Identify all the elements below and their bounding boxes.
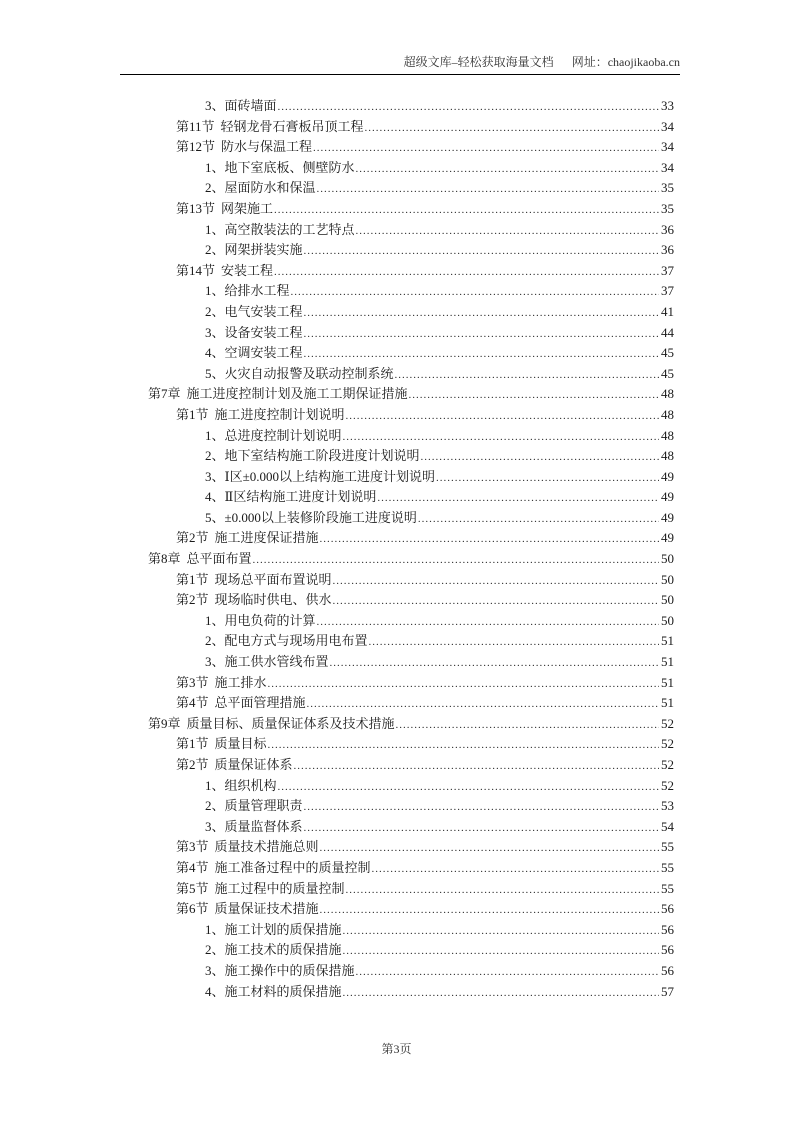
- toc-entry-title: Ⅱ区结构施工进度计划说明: [224, 489, 377, 505]
- toc-dot-leader: [304, 344, 659, 365]
- toc-dot-leader: [274, 262, 659, 283]
- toc-entry-number: 第1节: [176, 406, 209, 422]
- toc-entry-number: 第11节: [176, 118, 215, 134]
- toc-dot-leader: [320, 529, 659, 550]
- toc-entry-title: 配电方式与现场用电布置: [224, 633, 368, 649]
- toc-entry-title: 质量目标: [214, 736, 267, 752]
- toc-entry-title: 地下室结构施工阶段进度计划说明: [224, 448, 420, 464]
- toc-entry-title: 面砖墙面: [224, 98, 277, 113]
- toc-entry-number: 2、: [205, 798, 225, 814]
- toc-dot-leader: [330, 653, 659, 674]
- toc-entry-title: 施工技术的质保措施: [224, 942, 342, 958]
- toc-dot-leader: [268, 674, 659, 695]
- toc-section-entry[interactable]: [148, 570, 674, 591]
- toc-item-entry[interactable]: [148, 220, 674, 241]
- toc-entry-number: 4、: [205, 345, 225, 361]
- toc-entry-title: 屋面防水和保温: [224, 180, 316, 196]
- toc-entry-title: 质量技术措施总则: [214, 839, 319, 855]
- toc-entry-page: 50: [661, 571, 674, 587]
- toc-dot-leader: [304, 797, 659, 818]
- toc-section-entry[interactable]: [148, 199, 674, 220]
- header-brand: 超级文库–轻松获取海量文档: [403, 55, 554, 69]
- toc-entry-page: 49: [661, 509, 674, 525]
- toc-entry-page: 35: [661, 180, 674, 196]
- toc-chapter-entry[interactable]: [148, 384, 674, 405]
- toc-entry-number: 第3节: [176, 839, 209, 855]
- toc-entry-page: 50: [661, 551, 674, 567]
- toc-entry-title: 防水与保温工程: [221, 139, 313, 155]
- toc-entry-page: 57: [661, 983, 674, 999]
- toc-section-entry[interactable]: [148, 879, 674, 900]
- page-header: [120, 52, 680, 75]
- toc-dot-leader: [343, 941, 659, 962]
- toc-entry-page: 56: [661, 901, 674, 917]
- toc-entry-title: 安装工程: [221, 262, 274, 278]
- toc-entry-number: 3、: [205, 468, 225, 484]
- toc-item-entry[interactable]: [148, 817, 674, 838]
- toc-entry-page: 34: [661, 159, 674, 175]
- toc-entry-page: 56: [661, 962, 674, 978]
- toc-item-entry[interactable]: [148, 364, 674, 385]
- toc-item-entry[interactable]: [148, 508, 674, 529]
- toc-entry-page: 35: [661, 200, 674, 216]
- toc-dot-leader: [320, 838, 659, 859]
- toc-item-entry[interactable]: [148, 343, 674, 364]
- toc-entry-page: 50: [661, 612, 674, 628]
- toc-entry-page: 49: [661, 530, 674, 546]
- toc-chapter-entry[interactable]: [148, 549, 674, 570]
- toc-entry-page: 48: [661, 448, 674, 464]
- toc-item-entry[interactable]: [148, 487, 674, 508]
- toc-entry-number: 4、: [205, 489, 225, 505]
- toc-entry-title: 施工进度控制计划及施工工期保证措施: [186, 386, 408, 402]
- toc-entry-title: 施工计划的质保措施: [224, 921, 342, 937]
- toc-entry-page: 55: [661, 880, 674, 896]
- toc-entry-page: 51: [661, 674, 674, 690]
- toc-entry-number: 第4节: [176, 695, 209, 711]
- toc-dot-leader: [346, 880, 659, 901]
- toc-item-entry[interactable]: [148, 302, 674, 323]
- toc-entry-page: 56: [661, 921, 674, 937]
- toc-dot-leader: [365, 118, 659, 139]
- toc-entry-number: 第4节: [176, 859, 209, 875]
- toc-section-entry[interactable]: [148, 693, 674, 714]
- toc-entry-title: 网架拼装实施: [224, 242, 303, 258]
- toc-dot-leader: [356, 962, 659, 983]
- toc-entry-page: 53: [661, 798, 674, 814]
- toc-entry-number: 第5节: [176, 880, 209, 896]
- toc-item-entry[interactable]: [148, 467, 674, 488]
- toc-section-entry[interactable]: [148, 734, 674, 755]
- toc-section-entry[interactable]: [148, 528, 674, 549]
- toc-entry-number: 第2节: [176, 530, 209, 546]
- toc-entry-page: 55: [661, 859, 674, 875]
- toc-entry-title: 施工进度控制计划说明: [214, 406, 345, 422]
- toc-section-entry[interactable]: [148, 405, 674, 426]
- toc-dot-leader: [253, 550, 659, 571]
- toc-entry-title: 设备安装工程: [224, 324, 303, 340]
- toc-entry-page: 34: [661, 139, 674, 155]
- toc-entry-title: 施工进度保证措施: [214, 530, 319, 546]
- toc-entry-number: 第9章: [148, 715, 181, 731]
- toc-dot-leader: [409, 385, 659, 406]
- toc-entry-title: 施工操作中的质保措施: [224, 962, 355, 978]
- toc-entry-title: 总平面管理措施: [214, 695, 306, 711]
- toc-dot-leader: [372, 859, 659, 880]
- toc-item-entry[interactable]: [148, 796, 674, 817]
- toc-dot-leader: [346, 406, 659, 427]
- toc-dot-leader: [291, 282, 659, 303]
- toc-entry-title: 总平面布置: [186, 551, 252, 567]
- toc-entry-page: 51: [661, 633, 674, 649]
- toc-entry-title: 质量保证技术措施: [214, 901, 319, 917]
- toc-entry-number: 1、: [205, 777, 225, 793]
- toc-entry-title: 施工材料的质保措施: [224, 983, 342, 999]
- toc-dot-leader: [369, 632, 659, 653]
- toc-entry-title: 地下室底板、侧壁防水: [224, 159, 355, 175]
- toc-entry-title: 空调安装工程: [224, 345, 303, 361]
- toc-entry-title: 质量管理职责: [224, 798, 303, 814]
- toc-dot-leader: [343, 427, 659, 448]
- toc-item-entry[interactable]: [148, 323, 674, 344]
- toc-item-entry[interactable]: [148, 961, 674, 982]
- toc-entry-title: 质量保证体系: [214, 757, 293, 772]
- toc-entry-page: 55: [661, 839, 674, 855]
- toc-entry-page: 52: [661, 777, 674, 793]
- toc-entry-page: 45: [661, 365, 674, 381]
- toc-dot-leader: [304, 303, 659, 324]
- toc-entry-number: 第8章: [148, 551, 181, 567]
- toc-entry-page: 37: [661, 283, 674, 299]
- toc-entry-number: 第1节: [176, 736, 209, 752]
- toc-entry-title: 组织机构: [224, 777, 277, 793]
- toc-dot-leader: [436, 468, 659, 489]
- toc-entry-number: 2、: [205, 180, 225, 196]
- toc-entry-number: 2、: [205, 242, 225, 258]
- toc-entry-title: 用电负荷的计算: [224, 612, 316, 628]
- toc-entry-number: 第12节: [176, 139, 216, 155]
- toc-entry-number: 第13节: [176, 200, 216, 216]
- toc-entry-page: 34: [661, 118, 674, 134]
- toc-entry-number: 第6节: [176, 901, 209, 917]
- toc-entry-page: 37: [661, 262, 674, 278]
- toc-entry-page: 56: [661, 942, 674, 958]
- toc-entry-page: 41: [661, 303, 674, 319]
- toc-entry-title: ±0.000以上装修阶段施工进度说明: [224, 509, 417, 525]
- toc-entry-title: 现场临时供电、供水: [214, 592, 332, 608]
- toc-entry-title: 给排水工程: [224, 283, 290, 299]
- toc-dot-leader: [317, 179, 659, 200]
- toc-entry-number: 2、: [205, 942, 225, 958]
- toc-item-entry[interactable]: [148, 446, 674, 467]
- toc-entry-page: 52: [661, 736, 674, 752]
- toc-entry-number: 1、: [205, 427, 225, 443]
- header-site-url: 网址：chaojikaoba.cn: [571, 55, 680, 69]
- toc-item-entry[interactable]: [148, 920, 674, 941]
- toc-entry-title: 总进度控制计划说明: [224, 427, 342, 443]
- toc-dot-leader: [304, 324, 659, 345]
- toc-entry-title: 网架施工: [221, 200, 274, 216]
- toc-entry-number: 第1节: [176, 571, 209, 587]
- toc-dot-leader: [343, 983, 659, 1004]
- toc-entry-number: 3、: [205, 654, 225, 670]
- toc-dot-leader: [343, 921, 659, 942]
- page-number: 第3页: [381, 1042, 412, 1056]
- toc-entry-number: 第2节: [176, 592, 209, 608]
- toc-dot-leader: [396, 715, 659, 736]
- toc-section-entry[interactable]: [148, 590, 674, 611]
- toc-entry-title: Ⅰ区±0.000以上结构施工进度计划说明: [224, 468, 436, 484]
- toc-section-entry[interactable]: [148, 858, 674, 879]
- toc-entry-page: 48: [661, 427, 674, 443]
- toc-entry-number: 1、: [205, 221, 225, 237]
- toc-dot-leader: [356, 159, 659, 180]
- toc-item-entry[interactable]: [148, 611, 674, 632]
- toc-entry-number: 2、: [205, 303, 225, 319]
- toc-item-entry[interactable]: [148, 96, 674, 117]
- toc-dot-leader: [333, 591, 659, 612]
- toc-dot-leader: [320, 900, 659, 921]
- toc-dot-leader: [395, 365, 659, 386]
- toc-entry-number: 第3节: [176, 674, 209, 690]
- toc-section-entry[interactable]: [148, 137, 674, 158]
- toc-dot-leader: [317, 612, 659, 633]
- toc-entry-page: 45: [661, 345, 674, 361]
- toc-entry-page: 48: [661, 406, 674, 422]
- toc-entry-number: 1、: [205, 612, 225, 628]
- toc-entry-title: 现场总平面布置说明: [214, 571, 332, 587]
- toc-entry-title: 施工过程中的质量控制: [214, 880, 345, 896]
- toc-section-entry[interactable]: [148, 899, 674, 920]
- toc-item-entry[interactable]: [148, 631, 674, 652]
- toc-entry-page: 51: [661, 695, 674, 711]
- toc-entry-number: 5、: [205, 365, 225, 381]
- toc-dot-leader: [377, 488, 659, 509]
- toc-item-entry[interactable]: [148, 158, 674, 179]
- toc-entry-number: 1、: [205, 921, 225, 937]
- toc-section-entry[interactable]: [148, 673, 674, 694]
- toc-entry-page: 36: [661, 242, 674, 258]
- toc-entry-number: 3、: [205, 324, 225, 340]
- toc-entry-title: 质量监督体系: [224, 818, 303, 834]
- toc-dot-leader: [418, 509, 659, 530]
- toc-entry-title: 施工准备过程中的质量控制: [214, 859, 371, 875]
- toc-entry-title: 电气安装工程: [224, 303, 303, 319]
- toc-dot-leader: [421, 447, 659, 468]
- toc-dot-leader: [278, 97, 659, 118]
- toc-entry-number: 1、: [205, 283, 225, 299]
- toc-section-entry[interactable]: [148, 837, 674, 858]
- toc-entry-number: 3、: [205, 962, 225, 978]
- toc-section-entry[interactable]: [148, 261, 674, 282]
- toc-item-entry[interactable]: [148, 281, 674, 302]
- toc-dot-leader: [333, 571, 659, 592]
- toc-entry-title: 质量目标、质量保证体系及技术措施: [186, 715, 395, 731]
- toc-item-entry[interactable]: [148, 240, 674, 261]
- toc-dot-leader: [268, 735, 659, 756]
- toc-entry-number: 4、: [205, 983, 225, 999]
- toc-entry-title: 施工排水: [214, 674, 267, 690]
- toc-entry-page: 36: [661, 221, 674, 237]
- toc-item-entry[interactable]: [148, 982, 674, 1003]
- toc-entry-page: 49: [661, 489, 674, 505]
- toc-entry-page: 52: [661, 757, 674, 772]
- toc-item-entry[interactable]: [148, 940, 674, 961]
- toc-dot-leader: [304, 241, 659, 262]
- toc-item-entry[interactable]: [148, 178, 674, 199]
- toc-entry-page: 54: [661, 818, 674, 834]
- toc-chapter-entry[interactable]: [148, 714, 674, 735]
- toc-entry-page: 49: [661, 468, 674, 484]
- toc-dot-leader: [313, 138, 659, 159]
- toc-entry-number: 2、: [205, 448, 225, 464]
- toc-section-entry[interactable]: [148, 755, 674, 776]
- toc-entry-page: 52: [661, 715, 674, 731]
- toc-entry-number: 3、: [205, 98, 225, 113]
- toc-item-entry[interactable]: [148, 776, 674, 797]
- toc-entry-page: 44: [661, 324, 674, 340]
- toc-item-entry[interactable]: [148, 426, 674, 447]
- toc-section-entry[interactable]: [148, 117, 674, 138]
- toc-entry-title: 高空散装法的工艺特点: [224, 221, 355, 237]
- toc-dot-leader: [307, 694, 659, 715]
- toc-entry-number: 1、: [205, 159, 225, 175]
- toc-entry-number: 2、: [205, 633, 225, 649]
- toc-entry-title: 火灾自动报警及联动控制系统: [224, 365, 394, 381]
- toc-dot-leader: [304, 818, 659, 839]
- toc-dot-leader: [274, 200, 659, 221]
- toc-entry-page: 51: [661, 654, 674, 670]
- toc-dot-leader: [294, 756, 659, 777]
- toc-entry-title: 轻钢龙骨石膏板吊顶工程: [220, 118, 364, 134]
- table-of-contents: [148, 96, 674, 1002]
- toc-entry-page: 33: [661, 98, 674, 113]
- toc-item-entry[interactable]: [148, 652, 674, 673]
- toc-entry-number: 3、: [205, 818, 225, 834]
- toc-entry-page: 48: [661, 386, 674, 402]
- toc-dot-leader: [278, 777, 659, 798]
- toc-entry-number: 5、: [205, 509, 225, 525]
- toc-entry-number: 第14节: [176, 262, 216, 278]
- toc-entry-number: 第2节: [176, 757, 209, 772]
- toc-entry-title: 施工供水管线布置: [224, 654, 329, 670]
- toc-entry-page: 50: [661, 592, 674, 608]
- toc-dot-leader: [356, 221, 659, 242]
- toc-entry-number: 第7章: [148, 386, 181, 402]
